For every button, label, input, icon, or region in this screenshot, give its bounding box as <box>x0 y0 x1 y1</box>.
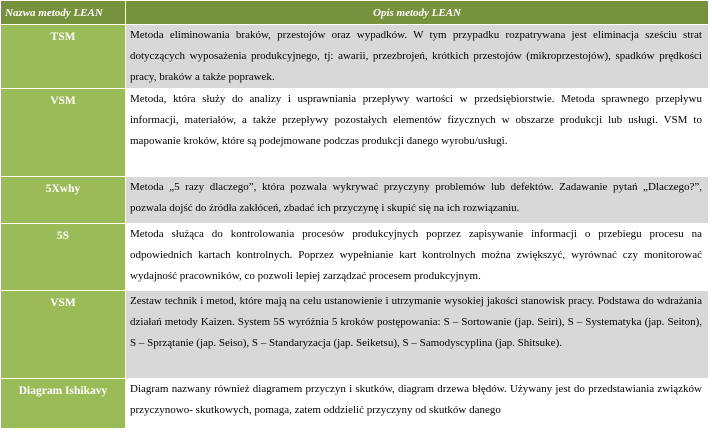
table-row <box>1 89 709 177</box>
method-name-5xwhy: 5Xwhy <box>1 177 126 224</box>
method-name-5s: 5S <box>1 224 126 291</box>
header-method-description: Opis metody LEAN <box>126 1 709 25</box>
method-name-diagram-ishikavy: Diagram Ishikavy <box>1 379 126 429</box>
method-description: Metoda służąca do kontrolowania procesów produkcyjnych poprzez zapisywanie informacji o przebiegu procesu na odpowiednich kartach kontrolnych. Poprzez wypełnianie kart kontrolnych można zwiększyć, wyrównać czy monitorować wydajność pracowników, co pozwoli lepiej zarządzać procesem produkcyjnym. <box>126 224 709 291</box>
table-row <box>1 291 709 379</box>
table-header-row <box>1 1 709 25</box>
table-row <box>1 379 709 429</box>
table-row <box>1 25 709 89</box>
table-row <box>1 224 709 291</box>
method-description: Zestaw technik i metod, które mają na celu ustanowienie i utrzymanie wysokiej jakości stanowisk pracy. Podstawa do wdrażania działań metody Kaizen. System 5S wyróżnia 5 kroków postępowania: S – Sortowanie (jap. Seiri), S – Systematyka (jap. Seiton), S – Sprzątanie (jap. Seiso), S – Standaryzacja (jap. Seiketsu), S – Samodyscyplina (jap. Shitsuke). <box>126 291 709 379</box>
method-name-vsm-2: VSM <box>1 291 126 379</box>
header-method-name: Nazwa metody LEAN <box>1 1 126 25</box>
method-description: Metoda, która służy do analizy i usprawniania przepływy wartości w przedsiębiorstwie. Metoda sprawnego przepływu informacji, materiałów, a także przepływy pozostałych elementów fizycznych w obszarze produkcji lub usługi. VSM to mapowanie kroków, które są podejmowane podczas produkcji danego wyrobu/usługi. <box>126 89 709 177</box>
method-description: Diagram nazwany również diagramem przyczyn i skutków, diagram drzewa błędów. Używany jest do przedstawiania związków przyczynowo- skutkowych, pomaga, zatem oddzielić przyczyny od skutków danego <box>126 379 709 429</box>
method-description: Metoda eliminowania braków, przestojów oraz wypadków. W tym przypadku rozpatrywana jest eliminacja sześciu strat dotyczących wyposażenia produkcyjnego, tj: awarii, przezbrojeń, krótkich przestojów (mikroprzestojów), spadków prędkości pracy, braków a także poprawek. <box>126 25 709 89</box>
table-row <box>1 177 709 224</box>
method-name-tsm: TSM <box>1 25 126 89</box>
method-description: Metoda „5 razy dlaczego”, która pozwala wykrywać przyczyny problemów lub defektów. Zadawanie pytań „Dlaczego?”, pozwala dojść do źródła zakłóceń, zbadać ich przyczynę i skupić się na ich rozwiązaniu. <box>126 177 709 224</box>
method-name-vsm: VSM <box>1 89 126 177</box>
